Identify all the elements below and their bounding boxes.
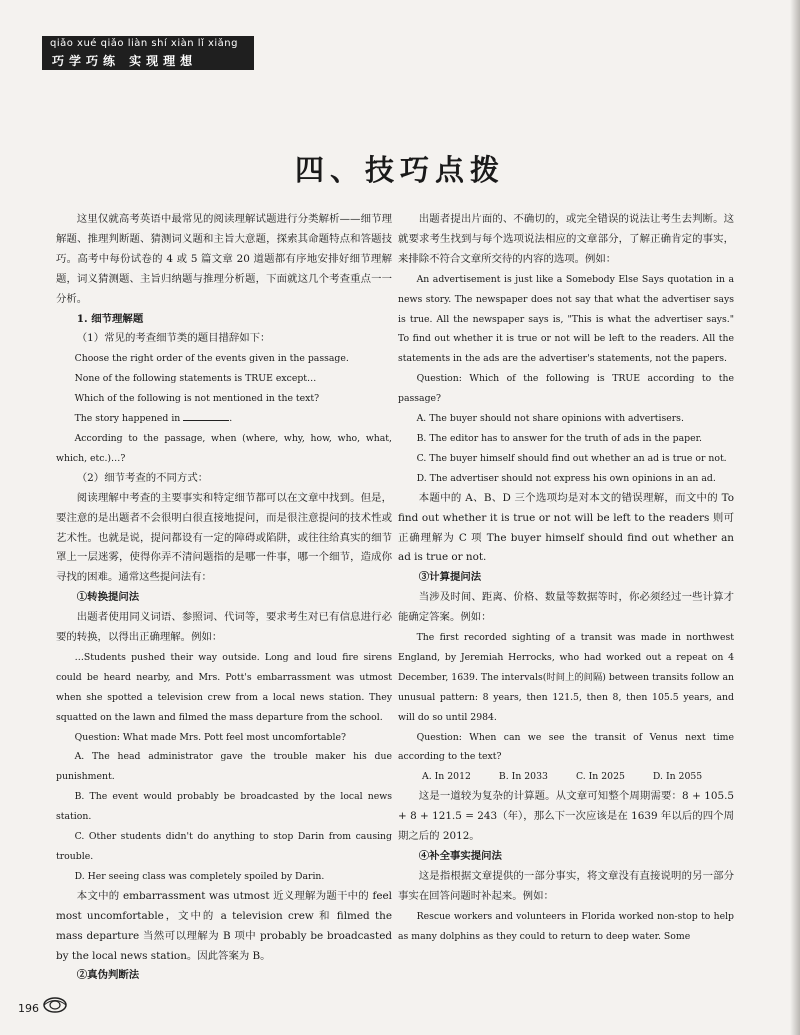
example-passage-1: …Students pushed their way outside. Long and loud fire sirens could be heard nearby, and Mrs. Pott's embarrassment was utmost when she spotted a television crew from a local news station. They squatted on the lawn and filmed the mass departure from the school. — [56, 651, 392, 723]
option-c-3: C. In 2025 — [575, 771, 625, 783]
question-example-5: According to the passage, when (where, why, how, who, what, which, etc.)…? — [56, 432, 392, 464]
subheading-detail: 1. 细节理解题 — [76, 312, 144, 325]
methods-paragraph: 阅读理解中考查的主要事实和特定细节都可以在文章中找到。但是，要注意的是出题者不会很明白很直接地提问，而是很注意提问的技术性或艺术性。也就是说，提问都设有一定的障碍或陷阱，或往往给真实的细节罩上一层迷雾，使得你弄不清问题指的是哪一件事，哪一个细节，造成你寻找的困难。通常这些提问法有： — [56, 491, 392, 584]
option-b-3: B. In 2033 — [498, 771, 548, 783]
method-3-desc: 当涉及时间、距离、价格、数量等数据等时，你必须经过一些计算才能确定答案。例如： — [398, 591, 734, 624]
option-a: A. The head administrator gave the trouble maker his due punishment. — [56, 751, 392, 783]
question-example-1: Choose the right order of the events given in the passage. — [74, 353, 349, 365]
magazine-logo-icon — [42, 996, 68, 1014]
method-2-desc: 出题者提出片面的、不确切的，或完全错误的说法让考生去判断。这就要求考生找到与每个选项说法相应的文章部分，了解正确肯定的事实，来排除不符合文章所交待的内容的选项。例如： — [398, 213, 734, 265]
header-pinyin: qiǎo xué qiǎo liàn shí xiàn lǐ xiǎng — [50, 38, 238, 49]
header-chinese: 巧学巧练 实现理想 — [52, 54, 198, 68]
right-column — [398, 210, 734, 947]
left-column — [56, 210, 392, 986]
method-4-desc: 这是指根据文章提供的一部分事实，将文章没有直接说明的另一部分事实在回答问题时补起来。例如： — [398, 869, 734, 902]
page-number: 196 — [18, 1002, 39, 1015]
option-d-2: D. The advertiser should not express his own opinions in an ad. — [416, 472, 716, 484]
methods-heading: （2）细节考查的不同方式： — [76, 471, 209, 484]
example-question-3: Question: When can we see the transit of Venus next time according to the text? — [398, 731, 734, 763]
example-question-1: Question: What made Mrs. Pott feel most uncomfortable? — [74, 731, 346, 743]
example-passage-4: Rescue workers and volunteers in Florida worked non-stop to help as many dolphins as they could to return to deep water. Some — [398, 910, 734, 942]
example-question-2: Question: Which of the following is TRUE according to the passage? — [398, 373, 734, 405]
explanation-1: 本文中的 embarrassment was utmost 近义理解为题干中的 feel most uncomfortable，文中的 a television crew 和 filmed the mass departure 当然可以理解为 B 项中 probably be broadcasted by the local news station。因此答案为 B。 — [56, 889, 392, 962]
method-3-heading: ③计算提问法 — [418, 571, 482, 584]
wording-intro: （1）常见的考查细节类的题目措辞如下： — [76, 332, 271, 345]
option-d: D. Her seeing class was completely spoiled by Darin. — [74, 870, 325, 882]
example-passage-2: An advertisement is just like a Somebody Else Says quotation in a news story. The newspaper does not say that what the advertiser says is true. All the newspaper says is, "This is what the advertiser says." To find out whether it is true or not will be left to the readers. All the statements in the ads are the advertiser's statements, not the papers. — [398, 273, 734, 365]
column-header-band — [42, 36, 254, 70]
intro-paragraph: 这里仅就高考英语中最常见的阅读理解试题进行分类解析——细节理解题、推理判断题、猜测词义题和主旨大意题，探索其命题特点和答题技巧。高考中每份试卷的 4 或 5 篇文章 20 道题都有序地安排好细节理解题，词义猜测题、主旨归纳题与推理分析题，下面就这几个考查重点一一分析。 — [56, 213, 392, 305]
question-example-3: Which of the following is not mentioned in the text? — [74, 393, 320, 405]
option-d-3: D. In 2055 — [652, 771, 703, 783]
method-4-heading: ④补全事实提问法 — [418, 850, 502, 862]
explanation-2: 本题中的 A、B、D 三个选项均是对本文的错误理解，而文中的 To find out whether it is true or not will be left to the readers 则可正确理解为 C 项 The buyer himself should find out whether an ad is true or not. — [398, 491, 734, 564]
option-a-3: A. In 2012 — [422, 771, 471, 783]
page-binding-edge — [790, 0, 800, 1035]
question-example-4: The story happened in . — [74, 413, 233, 425]
method-1-heading: ①转换提问法 — [76, 591, 140, 604]
option-b: B. The event would probably be broadcasted by the local news station. — [56, 791, 392, 823]
option-c: C. Other students didn't do anything to stop Darin from causing trouble. — [56, 831, 392, 862]
section-title: 四、技巧点拨 — [294, 153, 505, 187]
option-a-2: A. The buyer should not share opinions with advertisers. — [416, 413, 684, 425]
method-1-desc: 出题者使用同义词语、参照词、代词等，要求考生对已有信息进行必要的转换，以得出正确理解。例如： — [56, 611, 392, 644]
blank-line — [183, 411, 229, 421]
options-row-3 — [398, 767, 734, 787]
question-example-2: None of the following statements is TRUE except… — [74, 373, 317, 385]
explanation-3: 这是一道较为复杂的计算题。从文章可知整个周期需要：8 + 105.5 + 8 + 121.5 = 243（年），那么下一次应该是在 1639 年以后的四个周期之后的 2012。 — [398, 790, 734, 843]
option-c-2: C. The buyer himself should find out whether an ad is true or not. — [416, 452, 727, 464]
method-2-heading: ②真伪判断法 — [76, 969, 140, 982]
option-b-2: B. The editor has to answer for the truth of ads in the paper. — [416, 432, 702, 444]
example-passage-3: The first recorded sighting of a transit was made in northwest England, by Jeremiah Herrocks, who had worked out a repeat on 4 December, 1639. The intervals(时间上的间隔) between transits follow an unusual pattern: 8 years, then 121.5, then 8, then 105.5 years, and will do so until 2984. — [398, 632, 734, 723]
